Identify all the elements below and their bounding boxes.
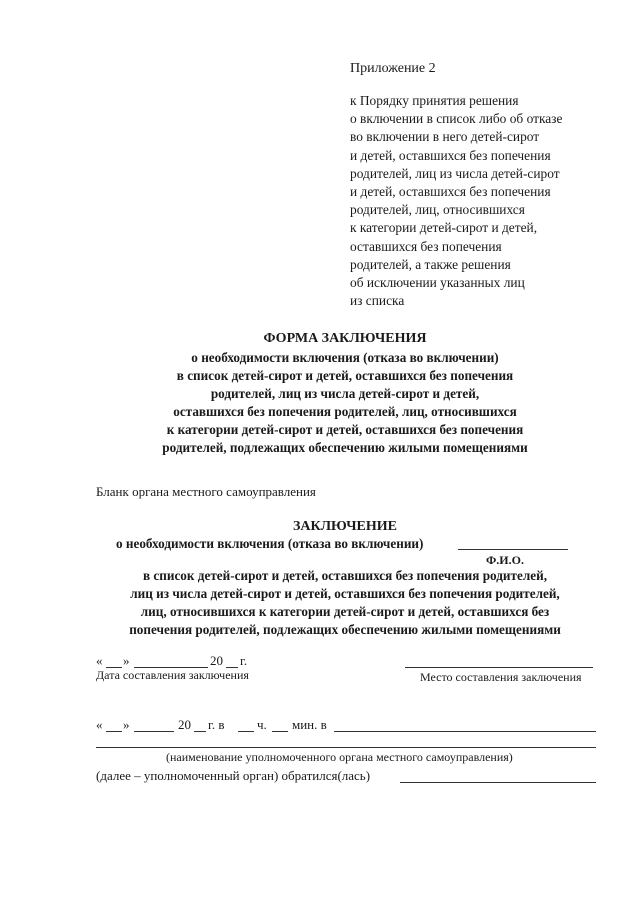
place-field[interactable]	[405, 667, 593, 668]
date-close-quote: »	[123, 653, 130, 668]
conclusion-line: попечения родителей, подлежащих обеспечению жилыми помещениями	[129, 622, 561, 637]
time-year-field[interactable]	[194, 731, 206, 732]
time-year-prefix: 20	[178, 717, 191, 732]
time-hour-field[interactable]	[238, 731, 254, 732]
appendix-line: и детей, оставшихся без попечения	[350, 147, 551, 163]
appendix-title: Приложение 2	[350, 61, 436, 76]
form-title-line: к категории детей-сирот и детей, оставшихся без попечения	[166, 422, 524, 437]
form-title-line: о необходимости включения (отказа во включении)	[191, 350, 499, 365]
appendix-line: оставшихся без попечения	[350, 238, 502, 254]
appendix-line: родителей, а также решения	[350, 256, 511, 272]
time-minute-suffix: мин. в	[292, 717, 327, 732]
appendix-line: к Порядку принятия решения	[350, 93, 519, 108]
date-open-quote: «	[96, 653, 103, 668]
date-caption: Дата составления заключения	[96, 668, 249, 682]
fio-label: Ф.И.О.	[486, 553, 524, 567]
fio-line[interactable]	[458, 549, 568, 550]
appendix-text	[350, 92, 562, 310]
conclusion-line: лиц, относившихся к категории детей-сирот и детей, оставшихся без	[140, 604, 550, 619]
appendix-line: родителей, лиц, относившихся	[350, 202, 525, 218]
appendix-line: об исключении указанных лиц	[350, 275, 525, 291]
time-year-suffix: г. в	[208, 717, 225, 732]
place-caption: Место составления заключения	[420, 670, 582, 684]
appendix-line: во включении в него детей-сирот	[350, 129, 540, 145]
time-hour-suffix: ч.	[257, 717, 267, 732]
appendix-line: к категории детей-сирот и детей,	[350, 220, 538, 236]
form-title-line: оставшихся без попечения родителей, лиц, относившихся	[173, 404, 517, 419]
conclusion-line: лиц из числа детей-сирот и детей, оставшихся без попечения родителей,	[130, 586, 560, 601]
appendix-line: из списка	[350, 293, 405, 309]
conclusion-first-line: о необходимости включения (отказа во включении)	[116, 536, 424, 551]
time-place-field[interactable]	[334, 731, 596, 732]
form-title-line: родителей, лиц из числа детей-сирот и детей,	[210, 386, 480, 401]
authority-caption: (наименование уполномоченного органа местного самоуправления)	[166, 750, 513, 764]
form-heading: ФОРМА ЗАКЛЮЧЕНИЯ	[263, 331, 427, 346]
time-month-field[interactable]	[134, 731, 174, 732]
blank-label: Бланк органа местного самоуправления	[96, 484, 316, 499]
date-year-prefix: 20	[210, 653, 223, 668]
applied-text: (далее – уполномоченный орган) обратился(лась)	[96, 768, 371, 783]
conclusion-heading: ЗАКЛЮЧЕНИЕ	[292, 519, 398, 534]
applicant-field[interactable]	[400, 782, 596, 783]
appendix-line: родителей, лиц из числа детей-сирот	[350, 165, 560, 181]
appendix-line: о включении в список либо об отказе	[350, 111, 563, 127]
form-title-line: родителей, подлежащих обеспечению жилыми помещениями	[162, 440, 528, 455]
time-open-quote: «	[96, 717, 103, 732]
time-minute-field[interactable]	[272, 731, 288, 732]
form-title-line: в список детей-сирот и детей, оставшихся без попечения	[176, 368, 514, 383]
time-close-quote: »	[123, 717, 130, 732]
conclusion-line: в список детей-сирот и детей, оставшихся без попечения родителей,	[142, 568, 547, 583]
authority-field[interactable]	[96, 747, 596, 748]
appendix-line: и детей, оставшихся без попечения	[350, 184, 551, 200]
date-year-suffix: г.	[240, 653, 248, 668]
time-day-field[interactable]	[106, 731, 122, 732]
